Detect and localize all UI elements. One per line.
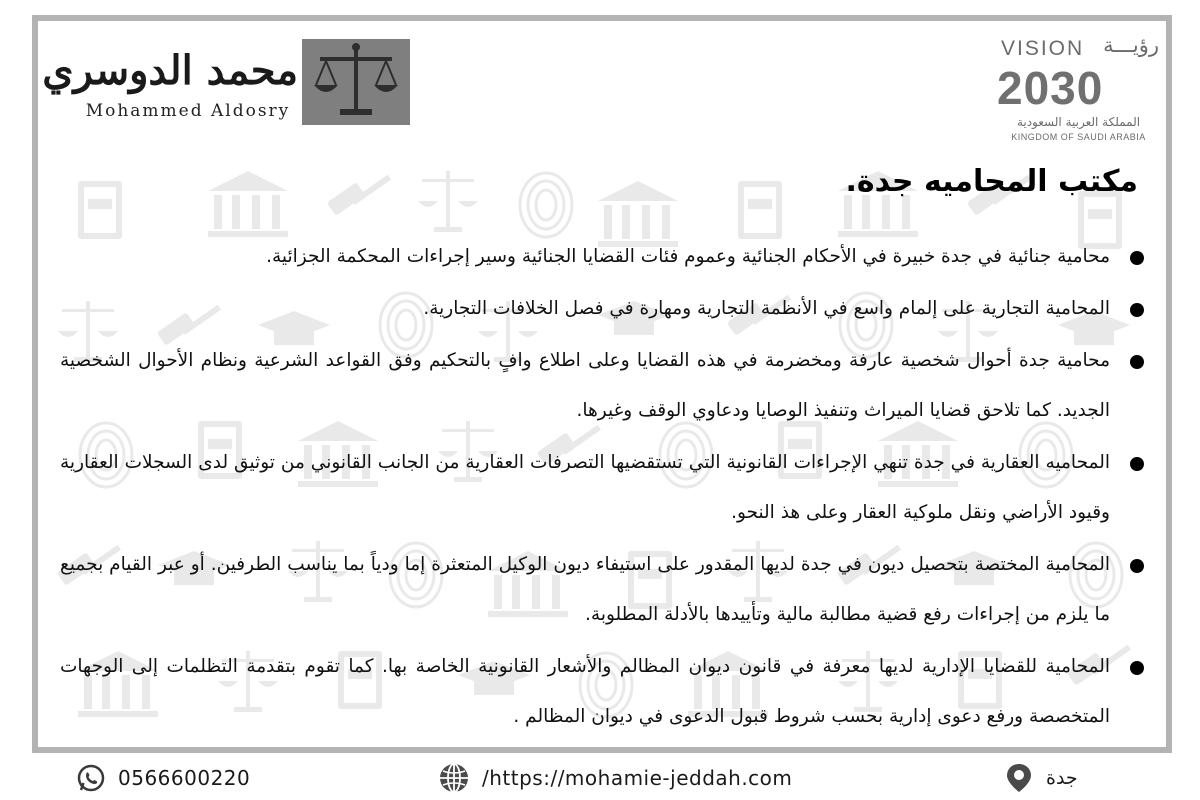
whatsapp-icon (76, 763, 106, 793)
services-list (60, 232, 1162, 744)
vision-year: 2030 (997, 62, 1104, 114)
bullet-icon (1130, 559, 1144, 573)
footer-location[interactable] (1004, 762, 1078, 794)
footer-phone[interactable] (76, 762, 250, 794)
vision-2030-logo (993, 31, 1163, 142)
bullet-icon (1130, 251, 1144, 265)
phone-number: 0566600220 (118, 766, 251, 790)
website-url: /https://mohamie-jeddah.com (482, 766, 793, 790)
footer (0, 760, 1200, 796)
list-item: المحامية المختصة بتحصيل ديون في جدة لديها المقدور على استيفاء ديون الوكيل المتعثرة إما ودياً بما يناسب الطرفين. أو عبر القيام بجميع ما يلزم من إجراءات رفع قضية مطالبة مالية وتأييدها بالأدلة المطلوبة. (60, 540, 1162, 640)
bullet-icon (1130, 457, 1144, 471)
list-item: المحاميه العقارية في جدة تنهي الإجراءات القانونية التي تستقضيها التصرفات العقارية من الجانب القانوني من توثيق لدى السجلات العقارية وقيود الأراضي ونقل ملوكية العقار وعلى هذ النحو. (60, 438, 1162, 538)
brand-logo (42, 39, 408, 129)
vision-word-arabic: رؤيـــة (1103, 33, 1159, 57)
kingdom-name-arabic: المملكة العربية السعودية (1016, 115, 1141, 129)
brand-name-english: Mohammed Aldosry (85, 101, 291, 121)
vision-word: VISION (1001, 37, 1085, 60)
footer-website[interactable] (438, 762, 792, 794)
list-item: المحامية للقضايا الإدارية لديها معرفة في قانون ديوان المظالم والأشعار القانونية الخاصة بها. كما تقوم بتقدمة التظلمات إلى الوجهات المتخصصة ورفع دعوى إدارية بحسب شروط قبول الدعوى في ديوان المظالم . (60, 642, 1162, 742)
kingdom-name-english: KINGDOM OF SAUDI ARABIA (1011, 132, 1146, 142)
bullet-icon (1130, 303, 1144, 317)
location-pin-icon (1004, 762, 1034, 794)
city-name: جدة (1046, 767, 1078, 789)
bullet-icon (1130, 661, 1144, 675)
scales-of-justice-logo (302, 39, 410, 125)
list-item: محامية جدة أحوال شخصية عارفة ومخضرمة في هذه القضايا وعلى اطلاع وافٍ بالتحكيم وفق القواعد الشرعية ونظام الأحوال الشخصية الجديد. كما تلاحق قضايا الميراث وتنفيذ الوصايا ودعاوي الوقف وغيرها. (60, 336, 1162, 436)
page-title: مكتب المحاميه جدة. (845, 164, 1138, 199)
list-item: المحامية التجارية على إلمام واسع في الأنظمة التجارية ومهارة في فصل الخلافات التجارية. (60, 284, 1162, 334)
bullet-icon (1130, 355, 1144, 369)
scales-of-justice-icon (302, 39, 410, 125)
list-item: محامية جنائية في جدة خبيرة في الأحكام الجنائية وعموم فئات القضايا الجنائية وسير إجراءات المحكمة الجزائية. (60, 232, 1162, 282)
brand-name-arabic: محمد الدوسري (42, 47, 298, 94)
globe-icon (438, 762, 470, 794)
